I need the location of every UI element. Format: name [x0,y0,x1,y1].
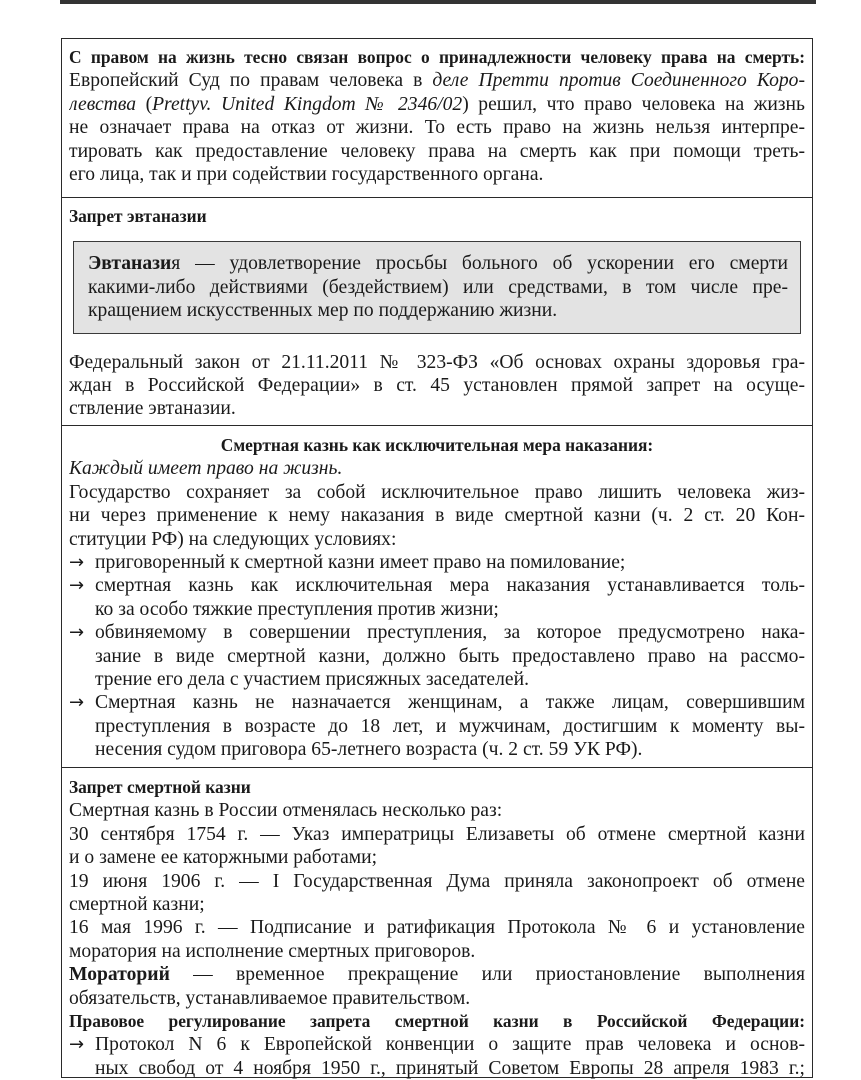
defined-term: Мораторий [69,964,170,986]
subsection-heading: Правовое регулирование запрета смертной казни в Российской Федерации: [69,1010,805,1031]
list-item: → приговоренный к смертной казни имеет право на помилование; [69,551,626,573]
section-death-penalty-ban [62,768,812,1080]
paragraph-line: тировать как предоставление человеку права на смерть как при помощи треть- [69,140,805,162]
paragraph-line: Федеральный закон от 21.11.2011 № 323-ФЗ «Об основах охраны здоровья гра- [69,351,805,373]
section-heading: Запрет эвтаназии [69,206,207,226]
section-heading: Смертная казнь как исключительная мера наказания: [220,435,654,455]
definition-line: Эвтаназия — удовлетворение просьбы больного об ускорении его смерти [88,253,788,275]
list-item: → обвиняемому в совершении преступления, за которое предусмотрено нака- зание в виде смертной казни, должно быть предоставлено право на рассмо- трение его дела с участием присяжных заседателей. [69,622,805,690]
paragraph-line: моратория на исполнение смертных приговоров. [69,940,476,962]
definition-box [73,241,801,333]
defined-term: Эвтанази [88,253,172,275]
section-heading: С правом на жизнь тесно связан вопрос о принадлежности человеку права на смерть: [69,47,805,67]
section-euthanasia-ban [62,198,812,426]
paragraph-line: Смертная казнь в России отменялась несколько раз: [69,800,503,822]
document-frame [61,38,813,1078]
arrow-icon: → [69,551,85,573]
paragraph-line: обязательств, устанавливаемое правительством. [69,987,471,1009]
definition-line: какими-либо действиями (бездействием) или средствами, в том числе пре- [88,276,788,298]
paragraph-line: 16 мая 1996 г. — Подписание и ратификация Протокола № 6 и установление [69,917,805,939]
paragraph-line: 19 июня 1906 г. — I Государственная Дума приняла законопроект об отмене [69,870,805,892]
section-death-penalty [62,426,812,768]
paragraph-line: не означает права на отказ от жизни. То есть право на жизнь нельзя интерпре- [69,117,805,139]
list-item: → Протокол N 6 к Европейской конвенции о защите прав человека и основ- ных свобод от 4 ноября 1950 г., принятый Советом Европы 28 апреля 1983 г.; [69,1034,805,1079]
paragraph-line: Государство сохраняет за собой исключительное право лишить человека жиз- [69,481,805,503]
arrow-icon: → [69,1034,85,1056]
paragraph-line: ствление эвтаназии. [69,398,236,420]
paragraph-line: и о замене ее каторжными работами; [69,847,378,869]
paragraph-line: 30 сентября 1754 г. — Указ императрицы Елизаветы об отмене смертной казни [69,823,805,845]
paragraph-line: левства (Prettyv. United Kingdom № 2346/02) решил, что право человека на жизнь [69,93,805,115]
arrow-icon: → [69,692,85,714]
paragraph-line: его лица, так и при содействии государственного органа. [69,163,544,185]
list-item: → Смертная казнь не назначается женщинам, а также лицам, совершившим преступления в возрасте до 18 лет, и мужчинам, достигшим к моменту вы- несения судом приговора 65-летнего возраста (ч. 2 ст. 59 УК РФ). [69,692,805,761]
paragraph-line: ституции РФ) на следующих условиях: [69,528,397,550]
top-rule [60,0,816,4]
paragraph-line: ждан в Российской Федерации» в ст. 45 установлен прямой запрет на осуще- [69,374,805,396]
paragraph-line: ни через применение к нему наказания в виде смертной казни (ч. 2 ст. 20 Кон- [69,505,805,527]
arrow-icon: → [69,575,85,597]
section-right-to-death [62,39,812,198]
section-heading: Запрет смертной казни [69,777,251,797]
definition-line: кращением искусственных мер по поддержанию жизни. [88,300,558,322]
list-item: → смертная казнь как исключительная мера наказания устанавливается толь- ко за особо тяжкие преступления против жизни; [69,575,805,620]
arrow-icon: → [69,622,85,644]
section-subtitle: Каждый имеет право на жизнь. [69,458,343,480]
paragraph-line: Европейский Суд по правам человека в деле Претти против Соединенного Коро- [69,70,805,92]
paragraph-line: смертной казни; [69,893,205,915]
paragraph-line: Мораторий — временное прекращение или приостановление выполнения [69,964,805,986]
